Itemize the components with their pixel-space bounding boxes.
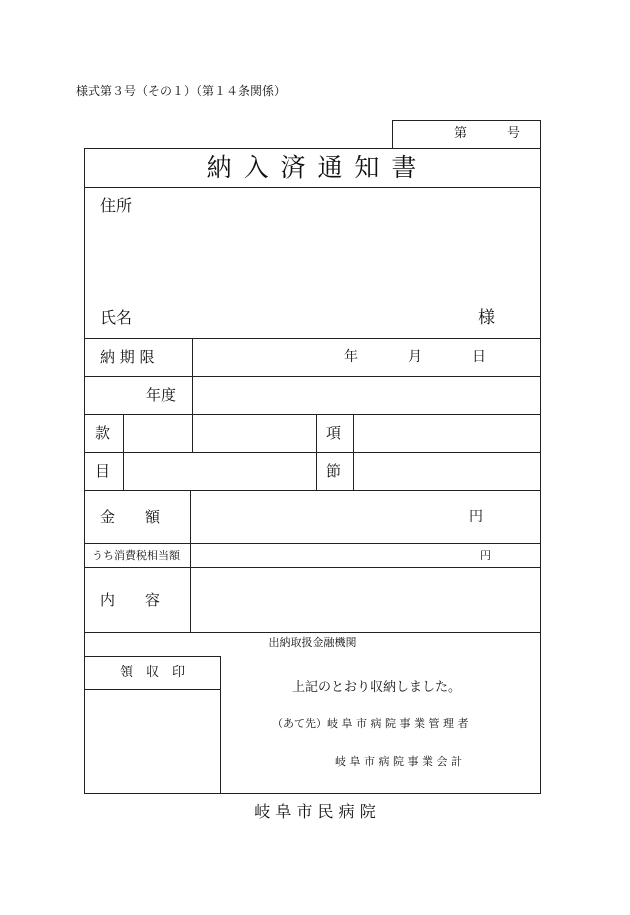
moku-label: 目 (95, 462, 111, 480)
kou-label: 項 (326, 424, 342, 442)
amount-field[interactable] (192, 492, 462, 542)
amount-label: 金 額 (100, 508, 161, 526)
due-month-label: 月 (408, 349, 422, 365)
name-field[interactable] (140, 300, 470, 334)
setsu-label: 節 (326, 462, 342, 480)
address-label: 住所 (100, 196, 133, 215)
due-day-label: 日 (472, 349, 486, 365)
consumption-tax-label: うち消費税相当額 (92, 549, 180, 562)
form-title: 納 入 済 通 知 書 (206, 153, 419, 182)
due-date-label: 納 期 限 (100, 348, 155, 366)
number-go-label: 号 (507, 126, 521, 141)
bank-label: 出納取扱金融機関 (268, 636, 357, 649)
accountant: 岐 阜 市 病 院 事 業 会 計 (335, 755, 462, 768)
hospital-name-footer: 岐 阜 市 民 病 院 (254, 802, 376, 821)
received-message: 上記のとおり収納しました。 (292, 680, 462, 695)
contents-label: 内 容 (100, 591, 161, 609)
address-field[interactable] (140, 192, 535, 292)
name-label: 氏名 (100, 308, 133, 327)
amount-yen-unit: 円 (469, 509, 483, 525)
number-dai-label: 第 (454, 126, 468, 141)
addressee: （あて先）岐 阜 市 病 院 事 業 管 理 者 (272, 717, 469, 730)
tax-yen-unit: 円 (480, 549, 491, 562)
contents-field[interactable] (192, 569, 539, 631)
fiscal-year-field[interactable] (194, 378, 539, 414)
fiscal-year-label: 年度 (146, 386, 177, 404)
kan-label: 款 (95, 424, 111, 442)
receipt-stamp-label: 領 収 印 (119, 665, 185, 680)
due-year-label: 年 (344, 349, 358, 365)
form-code: 様式第３号（その１）（第１４条関係） (76, 84, 287, 98)
honorific-sama: 様 (478, 308, 495, 328)
